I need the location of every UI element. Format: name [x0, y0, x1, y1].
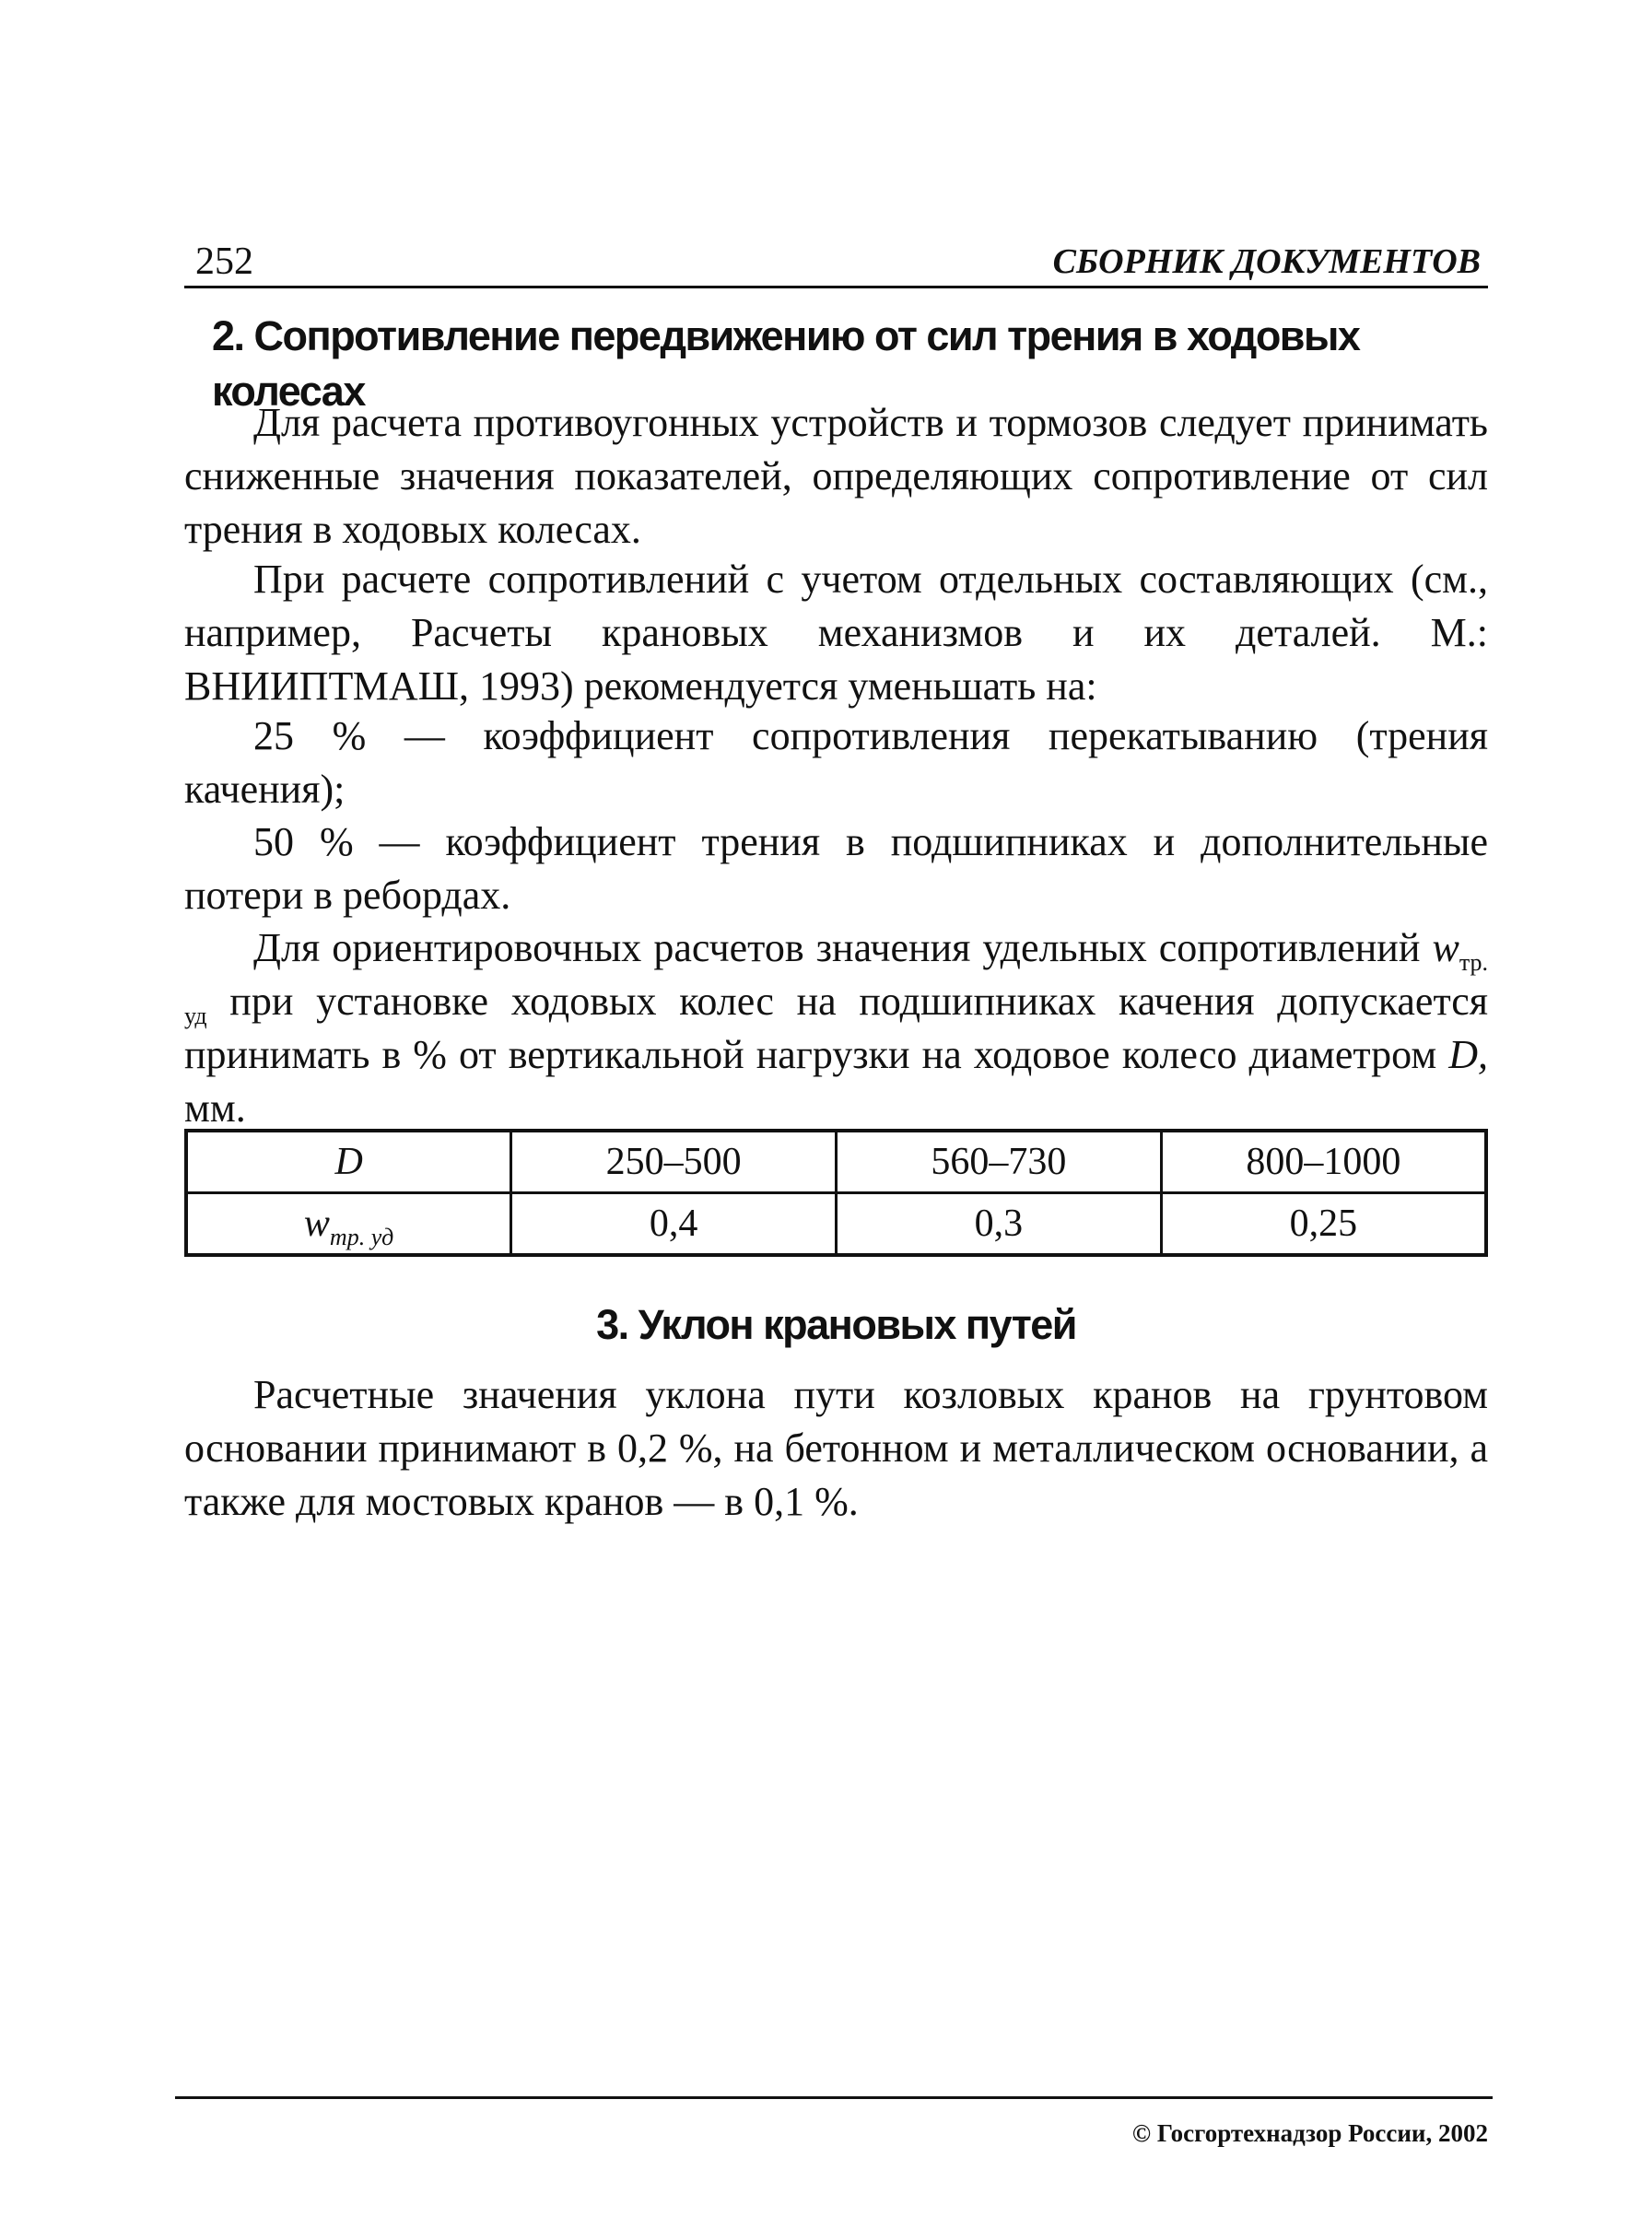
- list-item-25-percent: 25 % — коэффициент сопротивления перекатыванию (трения качения);: [184, 713, 1488, 812]
- table-cell: 0,3: [837, 1193, 1162, 1256]
- paragraph-3-text-middle: при установке ходовых колес на подшипниках качения допускается принимать в % от вертикальной нагрузки на ходовое колесо диаметром: [184, 979, 1488, 1077]
- running-title: СБОРНИК ДОКУМЕНТОВ: [1052, 242, 1481, 281]
- resistance-table: [184, 1129, 1488, 1257]
- table-cell: 0,4: [511, 1193, 837, 1256]
- table-row-label: [186, 1193, 511, 1256]
- paragraph-4: Расчетные значения уклона пути козловых кранов на грунтовом основании принимают в 0,2 %, на бетонном и металлическом основании, а также для мостовых кранов — в 0,1 %.: [184, 1372, 1488, 1524]
- table-cell: 0,25: [1161, 1193, 1486, 1256]
- paragraph-1: Для расчета противоугонных устройств и тормозов следует принимать сниженные значения показателей, определяющих сопротивление от сил трения в ходовых колесах.: [184, 400, 1488, 552]
- var-w-subscript: тр. уд: [184, 949, 1489, 1029]
- table-header-cell: 560–730: [837, 1131, 1162, 1193]
- footer-copyright: © Госгортехнадзор России, 2002: [1131, 2119, 1488, 2147]
- table-header-cell: 800–1000: [1161, 1131, 1486, 1193]
- paragraph-3-text-end: мм.: [184, 1085, 246, 1131]
- table-var-w: w: [303, 1202, 330, 1245]
- table-header-cell: 250–500: [511, 1131, 837, 1193]
- page-header: [184, 238, 1488, 288]
- paragraph-3-text-start: Для ориентировочных расчетов значения удельных сопротивлений: [253, 925, 1421, 970]
- list-item-50-percent: 50 % — коэффициент трения в подшипниках и дополнительные потери в ребордах.: [184, 819, 1488, 918]
- page-number: 252: [195, 240, 253, 283]
- table-var-w-subscript: тр. уд: [329, 1224, 394, 1250]
- var-d: D,: [1448, 1032, 1489, 1077]
- footer-divider: [175, 2096, 1493, 2099]
- table-header-row: [186, 1131, 1486, 1193]
- paragraph-3: [184, 921, 1488, 1135]
- var-w: w: [1432, 925, 1459, 970]
- section-3-heading: 3. Уклон крановых путей: [596, 1301, 1076, 1348]
- paragraph-2: При расчете сопротивлений с учетом отдельных составляющих (см., например, Расчеты крановых механизмов и их деталей. М.: ВНИИПТМАШ, 1993) рекомендуется уменьшать на:: [184, 557, 1488, 709]
- section-2-heading: 2. Сопротивление передвижению от сил трения в ходовых колесах: [212, 312, 1360, 415]
- table-row: [186, 1193, 1486, 1256]
- table-header-cell: D: [186, 1131, 511, 1193]
